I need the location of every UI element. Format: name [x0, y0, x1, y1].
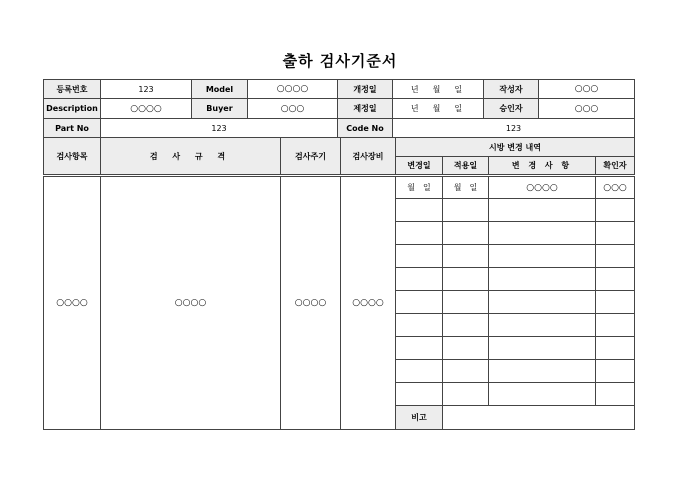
col-inspection-spec: 검 사 규 격 [101, 138, 281, 176]
change-content-cell [489, 360, 596, 383]
col-inspection-equipment: 검사장비 [341, 138, 396, 176]
confirmer-cell [596, 314, 635, 337]
reg-no-label: 등록번호 [44, 80, 101, 99]
apply-date-cell [443, 222, 489, 245]
change-content-cell [489, 383, 596, 406]
col-change-content: 변 경 사 항 [489, 157, 596, 176]
confirmer-cell [596, 222, 635, 245]
apply-date-cell [443, 360, 489, 383]
confirmer-cell [596, 199, 635, 222]
code-no-value: 123 [393, 119, 635, 138]
change-date-cell [396, 245, 443, 268]
apply-date-cell [443, 314, 489, 337]
change-date-cell [396, 222, 443, 245]
change-content-cell [489, 291, 596, 314]
code-no-label: Code No [338, 119, 393, 138]
apply-date-cell [443, 245, 489, 268]
apply-date-cell [443, 291, 489, 314]
change-date-cell [396, 268, 443, 291]
model-value: ○○○○ [248, 80, 338, 99]
change-content-cell [489, 268, 596, 291]
remarks-value [443, 406, 635, 430]
remarks-label: 비고 [396, 406, 443, 430]
change-content-cell [489, 199, 596, 222]
approver-value: ○○○ [539, 99, 635, 119]
col-change-history: 시방 변경 내역 [396, 138, 635, 157]
change-date-cell [396, 383, 443, 406]
inspection-spec-value: ○○○○ [101, 176, 281, 430]
apply-date-cell [443, 383, 489, 406]
change-date-cell [396, 337, 443, 360]
change-date-cell [396, 360, 443, 383]
model-label: Model [192, 80, 248, 99]
change-date-cell [396, 291, 443, 314]
col-confirmer: 확인자 [596, 157, 635, 176]
inspection-table [43, 137, 635, 430]
reg-no-value: 123 [101, 80, 192, 99]
description-label: Description [44, 99, 101, 119]
confirmer-cell [596, 291, 635, 314]
confirmer-cell [596, 383, 635, 406]
apply-date-cell [443, 268, 489, 291]
approver-label: 승인자 [484, 99, 539, 119]
apply-date-cell [443, 199, 489, 222]
author-value: ○○○ [539, 80, 635, 99]
header-table [43, 79, 635, 138]
document-title: 출하 검사기준서 [282, 52, 398, 70]
change-content-cell [489, 314, 596, 337]
apply-date-cell [443, 337, 489, 360]
inspection-equipment-value: ○○○○ [341, 176, 396, 430]
author-label: 작성자 [484, 80, 539, 99]
apply-date-cell: 월 일 [443, 176, 489, 199]
change-date-cell [396, 199, 443, 222]
change-content-cell [489, 222, 596, 245]
col-inspection-cycle: 검사주기 [281, 138, 341, 176]
confirmer-cell [596, 337, 635, 360]
col-change-date: 변경일 [396, 157, 443, 176]
confirmer-cell [596, 245, 635, 268]
confirmer-cell [596, 360, 635, 383]
description-value: ○○○○ [101, 99, 192, 119]
confirmer-cell [596, 268, 635, 291]
inspection-item-value: ○○○○ [44, 176, 101, 430]
revise-date-label: 개정일 [338, 80, 393, 99]
part-no-label: Part No [44, 119, 101, 138]
col-apply-date: 적용일 [443, 157, 489, 176]
buyer-value: ○○○ [248, 99, 338, 119]
change-content-cell: ○○○○ [489, 176, 596, 199]
create-date-value: 년 월 일 [393, 99, 484, 119]
col-inspection-item: 검사항목 [44, 138, 101, 176]
change-content-cell [489, 245, 596, 268]
change-content-cell [489, 337, 596, 360]
create-date-label: 제정일 [338, 99, 393, 119]
inspection-cycle-value: ○○○○ [281, 176, 341, 430]
part-no-value: 123 [101, 119, 338, 138]
confirmer-cell: ○○○ [596, 176, 635, 199]
change-date-cell [396, 314, 443, 337]
buyer-label: Buyer [192, 99, 248, 119]
change-date-cell: 월 일 [396, 176, 443, 199]
revise-date-value: 년 월 일 [393, 80, 484, 99]
